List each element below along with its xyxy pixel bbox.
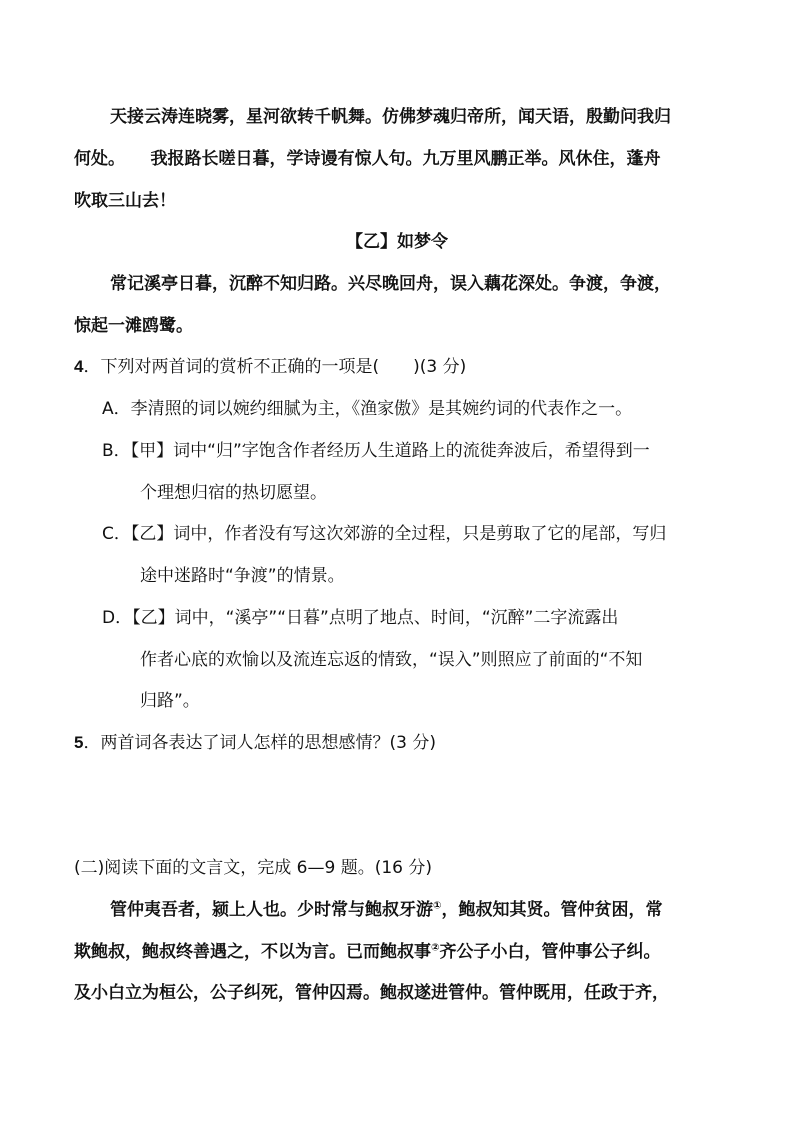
classical-text-segment: ，鲍叔知其贤。管仲贫困，常	[441, 900, 663, 920]
poem2-line2: 惊起一滩鸥鹭。	[74, 316, 193, 336]
classical-text-line1	[110, 898, 662, 922]
footnote-marker: ②	[431, 942, 440, 954]
option-b-line1: B．【甲】词中“归”字饱含作者经历人生道路上的流徙奔波后，希望得到一	[102, 441, 650, 461]
poem2-line1: 常记溪亭日暮，沉醉不知归路。兴尽晚回舟，误入藕花深处。争渡，争渡，	[110, 274, 671, 294]
classical-text-segment: 齐公子小白，管仲事公子纠。	[439, 942, 661, 962]
poem1-line2: 何处。 我报路长嗟日暮，学诗谩有惊人句。九万里风鹏正举。风休住，蓬舟	[74, 149, 661, 169]
classical-text-line3: 及小白立为桓公，公子纠死，管仲囚焉。鲍叔遂进管仲。管仲既用，任政于齐，	[74, 983, 669, 1003]
option-c-line2: 途中迷路时“争渡”的情景。	[140, 566, 345, 586]
footnote-marker: ①	[433, 900, 442, 912]
question-4	[74, 355, 466, 379]
poem1-line1: 天接云涛连晓雾，星河欲转千帆舞。仿佛梦魂归帝所，闻天语，殷勤问我归	[110, 107, 671, 127]
option-c-line1: C．【乙】词中，作者没有写这次郊游的全过程，只是剪取了它的尾部，写归	[102, 524, 667, 544]
option-d-line1: D．【乙】词中，“溪亭”“日暮”点明了地点、时间，“沉醉”二字流露出	[102, 608, 619, 628]
classical-text-line2	[74, 940, 660, 964]
question-text: ．下列对两首词的赏析不正确的一项是( )(3 分)	[83, 357, 467, 377]
question-number: 4	[74, 357, 84, 376]
option-d-line3: 归路”。	[140, 691, 200, 711]
question-5	[74, 731, 436, 755]
classical-text-segment: 欺鲍叔，鲍叔终善遇之，不以为言。已而鲍叔事	[74, 942, 431, 962]
option-a: A．李清照的词以婉约细腻为主，《渔家傲》是其婉约词的代表作之一。	[102, 399, 633, 419]
question-text: ．两首词各表达了词人怎样的思想感情？(3 分)	[83, 733, 436, 753]
section-heading: (二)阅读下面的文言文，完成 6—9 题。(16 分)	[74, 858, 433, 878]
poem1-line3: 吹取三山去！	[74, 191, 176, 211]
poem2-title: 【乙】如梦令	[346, 232, 448, 252]
option-b-line2: 个理想归宿的热切愿望。	[140, 483, 327, 503]
question-number: 5	[74, 733, 84, 752]
option-d-line2: 作者心底的欢愉以及流连忘返的情致，“误入”则照应了前面的“不知	[140, 650, 643, 670]
classical-text-segment: 管仲夷吾者，颍上人也。少时常与鲍叔牙游	[110, 900, 433, 920]
